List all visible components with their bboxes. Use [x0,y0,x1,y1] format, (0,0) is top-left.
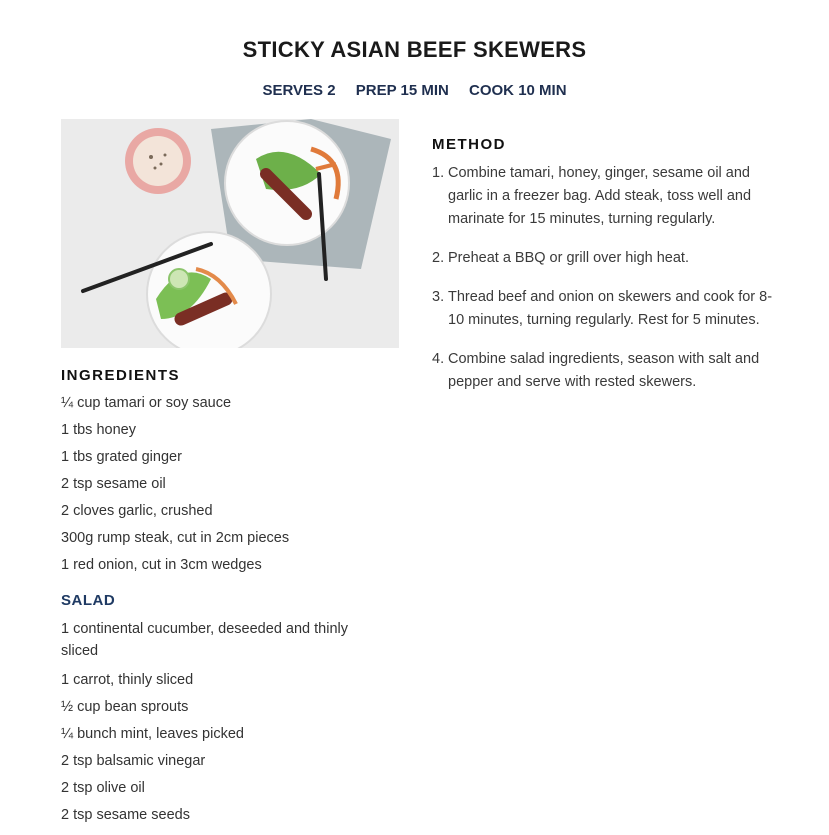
cook-info [469,82,567,99]
salad-item: 1 carrot, thinly sliced [61,672,194,688]
recipe-photo [61,119,399,348]
salad-list [61,618,371,829]
recipe-title: STICKY ASIAN BEEF SKEWERS [242,37,587,62]
ingredient-item: 300g rump steak, cut in 2cm pieces [61,530,290,546]
step-text: Combine salad ingredients, season with salt and pepper and serve with rested skewers. [448,351,760,390]
step-text: Thread beef and onion on skewers and cook for 8-10 minutes, turning regularly. Rest for 5 minutes. [448,289,773,328]
salad-item: 2 tsp sesame seeds [61,807,190,823]
prep-label: PREP [355,82,397,99]
step-text: Combine tamari, honey, ginger, sesame oil and garlic in a freezer bag. Add steak, toss well and marinate for 15 minutes, turning regularly. [448,165,752,227]
salad-item: 2 tsp olive oil [61,780,145,796]
method-step [432,348,777,394]
serves-info [262,82,339,99]
serves-label: SERVES [262,82,324,99]
ingredient-item: ¼ cup tamari or soy sauce [61,395,232,411]
method-step [432,247,777,270]
method-step [432,162,777,231]
ingredients-list [61,390,381,579]
ingredients-heading: INGREDIENTS [61,367,181,384]
step-number: 2. [432,250,445,266]
method-list [432,162,777,410]
food-illustration [61,119,399,348]
prep-value: 15 MIN [400,82,449,99]
ingredient-item: 2 cloves garlic, crushed [61,503,213,519]
ingredient-item: 2 tsp sesame oil [61,476,166,492]
cook-value: 10 MIN [518,82,567,99]
ingredient-item: 1 tbs honey [61,422,136,438]
recipe-meta [0,82,829,99]
method-heading: METHOD [432,136,506,153]
salad-item: ¼ bunch mint, leaves picked [61,726,244,742]
salad-heading: SALAD [61,592,116,609]
step-number: 3. [432,289,445,305]
ingredient-item: 1 red onion, cut in 3cm wedges [61,557,262,573]
serves-value: 2 [327,82,336,99]
ingredient-item: 1 tbs grated ginger [61,449,182,465]
cook-label: COOK [469,82,515,99]
step-number: 1. [432,165,445,181]
step-text: Preheat a BBQ or grill over high heat. [448,250,689,266]
step-number: 4. [432,351,445,367]
salad-item: ½ cup bean sprouts [61,699,189,715]
salad-item: 1 continental cucumber, deseeded and thinly sliced [61,621,348,659]
method-step [432,286,777,332]
prep-info [356,82,453,99]
salad-item: 2 tsp balsamic vinegar [61,753,206,769]
